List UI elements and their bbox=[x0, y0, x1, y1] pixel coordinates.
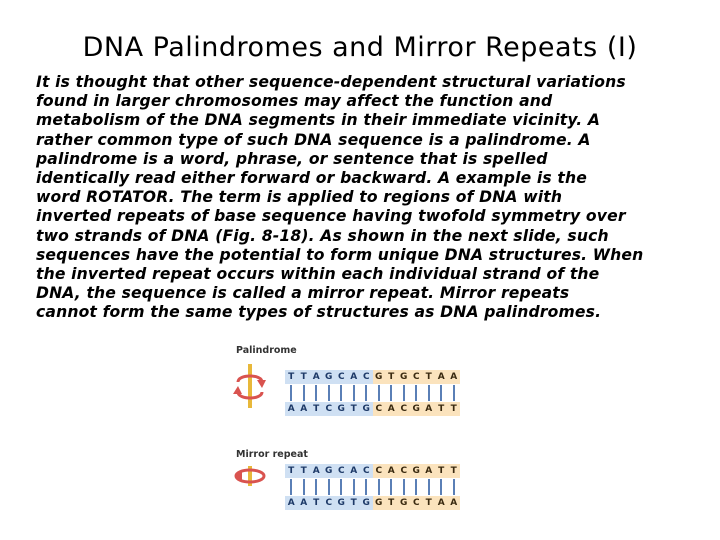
base: A bbox=[312, 466, 320, 476]
base: A bbox=[450, 498, 458, 508]
slide-title: DNA Palindromes and Mirror Repeats (I) bbox=[82, 32, 638, 63]
base: T bbox=[388, 498, 395, 508]
base: C bbox=[375, 404, 383, 414]
base: G bbox=[362, 404, 370, 414]
base-pair-rung bbox=[328, 385, 330, 401]
slide-body-text bbox=[36, 73, 712, 323]
base: G bbox=[412, 404, 420, 414]
base: T bbox=[350, 498, 357, 508]
base-pair-rung bbox=[440, 479, 442, 495]
body-line: cannot form the same types of structures as DNA palindromes. bbox=[36, 303, 602, 322]
base: A bbox=[287, 404, 295, 414]
base: T bbox=[313, 404, 320, 414]
base: G bbox=[325, 372, 333, 382]
base-pair-rung bbox=[440, 385, 442, 401]
body-line: two strands of DNA (Fig. 8-18). As shown in the next slide, such bbox=[36, 226, 609, 245]
base: A bbox=[387, 466, 395, 476]
base: G bbox=[400, 498, 408, 508]
palindrome-label: Palindrome bbox=[236, 345, 297, 356]
base: A bbox=[350, 372, 358, 382]
base: A bbox=[287, 498, 295, 508]
mirror-top-right-segment bbox=[373, 464, 461, 478]
palindrome-top-left-segment bbox=[285, 370, 373, 384]
base: G bbox=[375, 372, 383, 382]
base: G bbox=[325, 466, 333, 476]
base-pair-rung bbox=[428, 479, 430, 495]
base: G bbox=[337, 498, 345, 508]
base: A bbox=[450, 372, 458, 382]
base: T bbox=[450, 466, 457, 476]
base-pair-rung bbox=[415, 479, 417, 495]
base-pair-rung bbox=[403, 479, 405, 495]
base: C bbox=[337, 372, 345, 382]
body-line: DNA, the sequence is called a mirror repeat. Mirror repeats bbox=[36, 284, 570, 303]
base: T bbox=[438, 404, 445, 414]
base: T bbox=[288, 466, 295, 476]
base: A bbox=[300, 404, 308, 414]
mirror-bottom-strand bbox=[285, 496, 460, 510]
base: G bbox=[400, 372, 408, 382]
base-pair-rung bbox=[303, 479, 305, 495]
body-line: inverted repeats of base sequence having twofold symmetry over bbox=[36, 207, 626, 226]
body-line: metabolism of the DNA segments in their immediate vicinity. A bbox=[36, 111, 601, 130]
base-pair-rung bbox=[340, 479, 342, 495]
base-pair-rung bbox=[290, 385, 292, 401]
base-pair-rung bbox=[365, 385, 367, 401]
palindrome-bottom-right-segment bbox=[373, 402, 461, 416]
mirror-bottom-right-segment bbox=[373, 496, 461, 510]
base-pair-rung bbox=[290, 479, 292, 495]
base: T bbox=[425, 498, 432, 508]
twofold-rotation-icon bbox=[233, 362, 267, 410]
palindrome-top-right-segment bbox=[373, 370, 461, 384]
base: A bbox=[312, 372, 320, 382]
mirror-base-pairs bbox=[285, 479, 485, 495]
base-pair-rung bbox=[390, 385, 392, 401]
body-line: palindrome is a word, phrase, or sentence that is spelled bbox=[36, 149, 548, 168]
mirror-repeat-label: Mirror repeat bbox=[236, 449, 308, 460]
body-line: found in larger chromosomes may affect the function and bbox=[36, 92, 553, 111]
body-line: word ROTATOR. The term is applied to regions of DNA with bbox=[36, 188, 563, 207]
palindrome-bottom-left-segment bbox=[285, 402, 373, 416]
base-pair-rung bbox=[453, 479, 455, 495]
body-line: It is thought that other sequence-dependent structural variations bbox=[36, 73, 626, 91]
base-pair-rung bbox=[378, 385, 380, 401]
base-pair-rung bbox=[390, 479, 392, 495]
base-pair-rung bbox=[428, 385, 430, 401]
base: A bbox=[425, 466, 433, 476]
base: C bbox=[412, 498, 420, 508]
base-pair-rung bbox=[365, 479, 367, 495]
base: A bbox=[437, 498, 445, 508]
base: C bbox=[362, 372, 370, 382]
base: C bbox=[362, 466, 370, 476]
base: C bbox=[337, 466, 345, 476]
base: C bbox=[325, 404, 333, 414]
palindrome-base-pairs bbox=[285, 385, 485, 401]
base: C bbox=[412, 372, 420, 382]
palindrome-top-strand bbox=[285, 370, 460, 384]
base: A bbox=[350, 466, 358, 476]
base: A bbox=[437, 372, 445, 382]
body-line: the inverted repeat occurs within each individual strand of the bbox=[36, 265, 600, 284]
base-pair-rung bbox=[353, 479, 355, 495]
base-pair-rung bbox=[340, 385, 342, 401]
base: G bbox=[362, 498, 370, 508]
mirror-symmetry-icon bbox=[233, 464, 267, 488]
base: C bbox=[400, 404, 408, 414]
mirror-top-strand bbox=[285, 464, 460, 478]
mirror-top-left-segment bbox=[285, 464, 373, 478]
palindrome-bottom-strand bbox=[285, 402, 460, 416]
base: A bbox=[425, 404, 433, 414]
base: A bbox=[387, 404, 395, 414]
base: G bbox=[375, 498, 383, 508]
dna-repeat-figure bbox=[225, 340, 515, 520]
body-line: sequences have the potential to form unique DNA structures. When bbox=[36, 245, 644, 264]
base: T bbox=[300, 372, 307, 382]
base-pair-rung bbox=[303, 385, 305, 401]
base-pair-rung bbox=[353, 385, 355, 401]
mirror-bottom-left-segment bbox=[285, 496, 373, 510]
body-line: rather common type of such DNA sequence is a palindrome. A bbox=[36, 130, 591, 149]
base: T bbox=[300, 466, 307, 476]
base-pair-rung bbox=[378, 479, 380, 495]
base-pair-rung bbox=[315, 479, 317, 495]
base: T bbox=[425, 372, 432, 382]
base: T bbox=[313, 498, 320, 508]
base: G bbox=[337, 404, 345, 414]
base-pair-rung bbox=[315, 385, 317, 401]
base-pair-rung bbox=[415, 385, 417, 401]
base: G bbox=[412, 466, 420, 476]
base: T bbox=[438, 466, 445, 476]
base: T bbox=[450, 404, 457, 414]
base: T bbox=[388, 372, 395, 382]
base: C bbox=[325, 498, 333, 508]
base: A bbox=[300, 498, 308, 508]
base: T bbox=[350, 404, 357, 414]
base: C bbox=[375, 466, 383, 476]
base: C bbox=[400, 466, 408, 476]
base-pair-rung bbox=[403, 385, 405, 401]
base: T bbox=[288, 372, 295, 382]
body-line: identically read either forward or backward. A example is the bbox=[36, 169, 588, 188]
base-pair-rung bbox=[453, 385, 455, 401]
base-pair-rung bbox=[328, 479, 330, 495]
